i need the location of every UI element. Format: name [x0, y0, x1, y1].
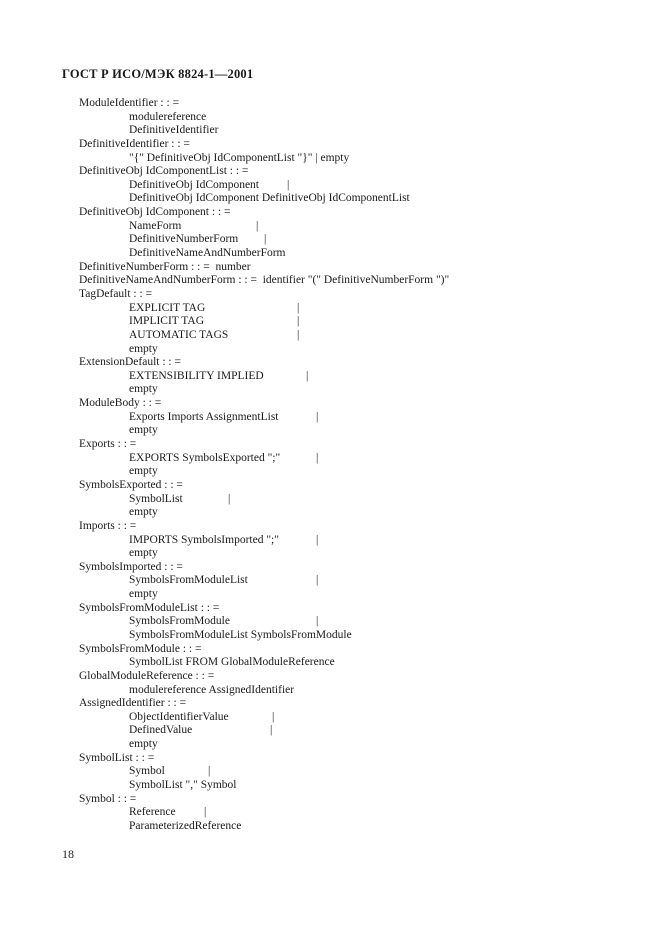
production-alternative — [0, 820, 661, 834]
alternative-text: modulereference — [129, 110, 207, 123]
production-rule — [0, 274, 661, 288]
alternative-text: DefinitiveNameAndNumberForm — [129, 247, 286, 260]
production-alternative — [0, 724, 661, 738]
production-alternative — [0, 506, 661, 520]
alternative-text: DefinedValue — [129, 724, 193, 737]
alternative-text: empty — [129, 383, 158, 396]
production-rule — [0, 561, 661, 575]
production-rule — [0, 97, 661, 111]
production-rule — [0, 752, 661, 766]
alternative-text: empty — [129, 547, 158, 560]
rule-text: TagDefault : : = — [79, 287, 153, 300]
alternative-text: modulereference AssignedIdentifier — [129, 683, 295, 696]
alternative-separator: | — [316, 410, 319, 423]
alternative-text: DefinitiveObj IdComponent DefinitiveObj IdComponentList — [129, 192, 410, 205]
production-alternative — [0, 738, 661, 752]
production-alternative — [0, 656, 661, 670]
rule-text: Exports : : = — [79, 438, 137, 451]
alternative-text: IMPLICIT TAG — [129, 315, 205, 328]
production-alternative — [0, 124, 661, 138]
alternative-text: SymbolsFromModule — [129, 615, 230, 628]
production-rule — [0, 520, 661, 534]
alternative-text: SymbolList — [129, 492, 183, 505]
alternative-text: ObjectIdentifierValue — [129, 710, 229, 723]
alternative-separator: | — [316, 574, 319, 587]
production-rule — [0, 643, 661, 657]
grammar-listing — [0, 97, 661, 834]
production-rule — [0, 438, 661, 452]
alternative-text: SymbolsFromModuleList SymbolsFromModule — [129, 628, 352, 641]
production-alternative — [0, 452, 661, 466]
production-alternative — [0, 111, 661, 125]
alternative-text: Exports Imports AssignmentList — [129, 410, 279, 423]
alternative-separator: | — [228, 492, 231, 505]
alternative-text: "{" DefinitiveObj IdComponentList "}" | empty — [129, 151, 350, 164]
alternative-text: NameForm — [129, 219, 182, 232]
alternative-text: EXPLICIT TAG — [129, 301, 206, 314]
production-rule — [0, 602, 661, 616]
alternative-text: empty — [129, 342, 158, 355]
production-alternative — [0, 806, 661, 820]
production-rule — [0, 288, 661, 302]
production-alternative — [0, 779, 661, 793]
production-alternative — [0, 615, 661, 629]
production-alternative — [0, 424, 661, 438]
rule-text: DefinitiveNameAndNumberForm : : = identifier "(" DefinitiveNumberForm ")" — [79, 274, 450, 287]
alternative-text: empty — [129, 424, 158, 437]
rule-text: ExtensionDefault : : = — [79, 356, 181, 369]
production-alternative — [0, 465, 661, 479]
production-alternative — [0, 315, 661, 329]
alternative-text: Symbol — [129, 765, 165, 778]
alternative-text: AUTOMATIC TAGS — [129, 328, 229, 341]
production-rule — [0, 479, 661, 493]
production-rule — [0, 138, 661, 152]
alternative-separator: | — [272, 710, 275, 723]
production-rule — [0, 356, 661, 370]
production-alternative — [0, 247, 661, 261]
production-alternative — [0, 302, 661, 316]
alternative-separator: | — [270, 724, 273, 737]
production-alternative — [0, 343, 661, 357]
alternative-text: ParameterizedReference — [129, 819, 242, 832]
production-alternative — [0, 383, 661, 397]
production-rule — [0, 261, 661, 275]
alternative-text: empty — [129, 506, 158, 519]
alternative-separator: | — [264, 233, 267, 246]
production-alternative — [0, 765, 661, 779]
alternative-separator: | — [316, 533, 319, 546]
alternative-text: SymbolList "," Symbol — [129, 779, 237, 792]
rule-text: DefinitiveNumberForm : : = number — [79, 260, 251, 273]
production-rule — [0, 165, 661, 179]
alternative-separator: | — [297, 328, 300, 341]
production-rule — [0, 793, 661, 807]
alternative-separator: | — [306, 369, 309, 382]
rule-text: Symbol : : = — [79, 792, 137, 805]
production-alternative — [0, 711, 661, 725]
production-alternative — [0, 411, 661, 425]
production-alternative — [0, 192, 661, 206]
rule-text: SymbolList : : = — [79, 751, 155, 764]
rule-text: DefinitiveObj IdComponent : : = — [79, 206, 231, 219]
production-alternative — [0, 370, 661, 384]
production-alternative — [0, 329, 661, 343]
production-rule — [0, 206, 661, 220]
alternative-separator: | — [316, 615, 319, 628]
production-alternative — [0, 629, 661, 643]
alternative-separator: | — [287, 178, 290, 191]
production-alternative — [0, 588, 661, 602]
rule-text: SymbolsFromModuleList : : = — [79, 601, 220, 614]
alternative-separator: | — [208, 765, 211, 778]
production-rule — [0, 670, 661, 684]
production-alternative — [0, 179, 661, 193]
alternative-separator: | — [316, 451, 319, 464]
rule-text: Imports : : = — [79, 519, 137, 532]
rule-text: SymbolsFromModule : : = — [79, 642, 202, 655]
rule-text: DefinitiveIdentifier : : = — [79, 137, 190, 150]
rule-text: ModuleBody : : = — [79, 397, 162, 410]
alternative-separator: | — [297, 301, 300, 314]
production-alternative — [0, 493, 661, 507]
production-alternative — [0, 534, 661, 548]
rule-text: ModuleIdentifier : : = — [79, 97, 180, 109]
alternative-text: SymbolsFromModuleList — [129, 574, 248, 587]
production-alternative — [0, 152, 661, 166]
production-alternative — [0, 547, 661, 561]
alternative-separator: | — [204, 806, 207, 819]
alternative-separator: | — [297, 315, 300, 328]
rule-text: AssignedIdentifier : : = — [79, 697, 187, 710]
production-rule — [0, 397, 661, 411]
production-rule — [0, 697, 661, 711]
alternative-text: Reference — [129, 806, 176, 819]
alternative-text: DefinitiveIdentifier — [129, 124, 219, 137]
alternative-text: DefinitiveNumberForm — [129, 233, 239, 246]
alternative-text: empty — [129, 588, 158, 601]
production-alternative — [0, 233, 661, 247]
alternative-text: EXPORTS SymbolsExported ";" — [129, 451, 281, 464]
alternative-text: empty — [129, 465, 158, 478]
production-alternative — [0, 684, 661, 698]
production-alternative — [0, 574, 661, 588]
page-header: ГОСТ Р ИСО/МЭК 8824-1—2001 — [62, 67, 254, 81]
alternative-text: empty — [129, 738, 158, 751]
rule-text: DefinitiveObj IdComponentList : : = — [79, 165, 249, 178]
rule-text: GlobalModuleReference : : = — [79, 669, 215, 682]
alternative-text: IMPORTS SymbolsImported ";" — [129, 533, 279, 546]
rule-text: SymbolsExported : : = — [79, 478, 183, 491]
production-alternative — [0, 220, 661, 234]
page-number: 18 — [62, 847, 74, 861]
alternative-text: DefinitiveObj IdComponent — [129, 178, 259, 191]
alternative-text: EXTENSIBILITY IMPLIED — [129, 369, 264, 382]
rule-text: SymbolsImported : : = — [79, 560, 183, 573]
alternative-text: SymbolList FROM GlobalModuleReference — [129, 656, 335, 669]
alternative-separator: | — [256, 219, 259, 232]
